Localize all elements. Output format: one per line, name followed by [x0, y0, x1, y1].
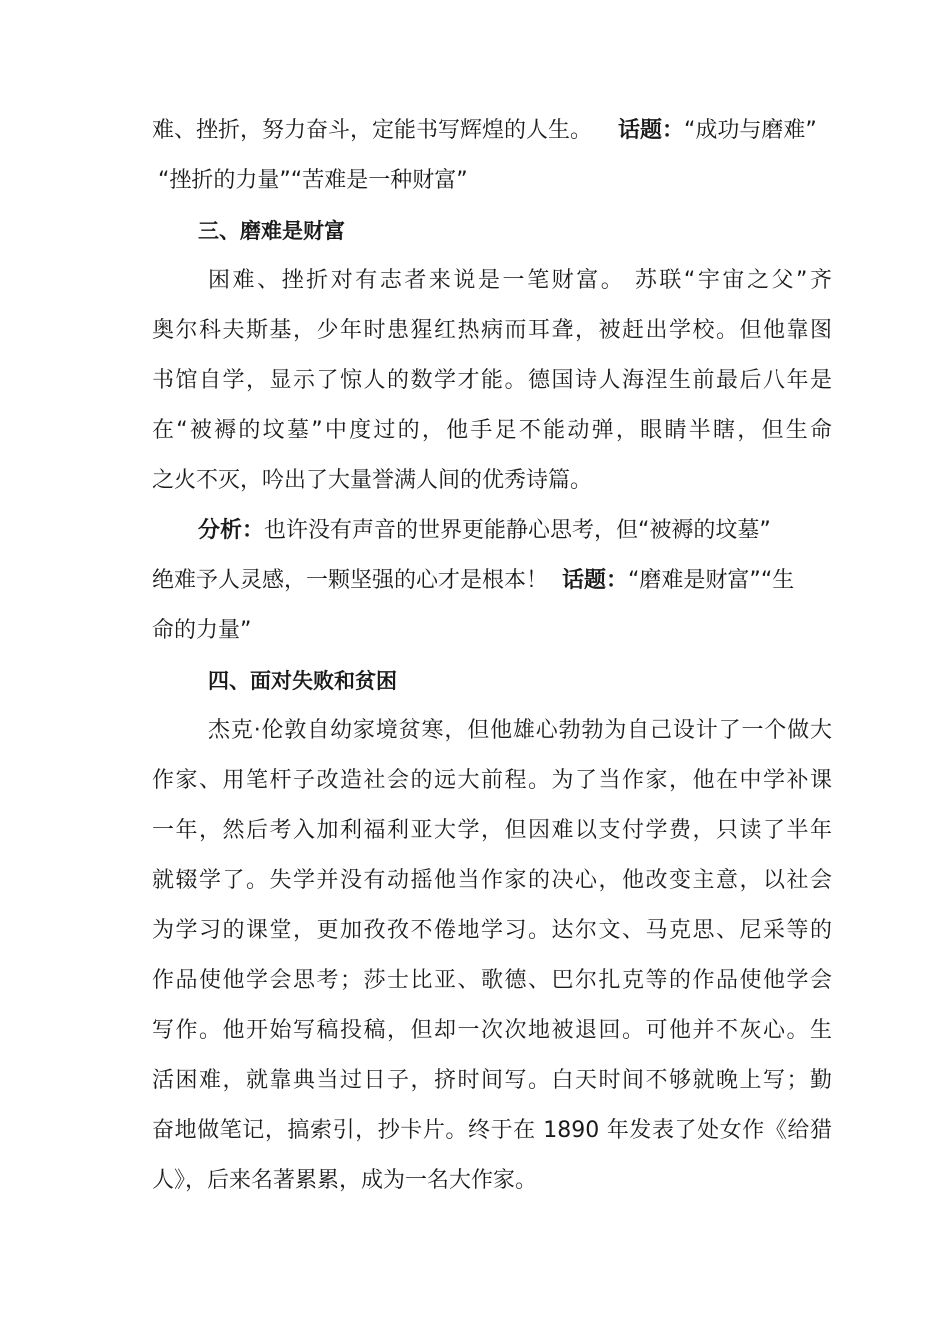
paragraph-line: 书馆自学，显示了惊人的数学才能。德国诗人海涅生前最后八年是 [152, 368, 832, 393]
paragraph-line: 就辍学了。失学并没有动摇他当作家的决心，他改变主意，以社会 [152, 868, 832, 893]
paragraph-line: 一年，然后考入加利福利亚大学，但因难以支付学费，只读了半年 [152, 818, 832, 843]
analysis-line [198, 516, 832, 546]
paragraph-line: 作品使他学会思考；莎士比亚、歌德、巴尔扎克等的作品使他学会 [152, 968, 832, 993]
topic-label: 话题： [562, 568, 629, 593]
paragraph-line: 活困难，就靠典当过日子，挤时间写。白天时间不够就晚上写；勤 [152, 1068, 832, 1093]
section-heading: 四、面对失败和贫困 [208, 669, 397, 693]
paragraph-line: 写作。他开始写稿投稿，但却一次次地被退回。可他并不灰心。生 [152, 1018, 832, 1043]
paragraph-line: 困难、挫折对有志者来说是一笔财富。 苏联“宇宙之父”齐 [208, 268, 832, 293]
topic-line: 命的力量” [152, 618, 252, 643]
text-line [158, 166, 838, 196]
paragraph-line: 作家、用笔杆子改造社会的远大前程。为了当作家，他在中学补课 [152, 768, 832, 793]
section-heading: 三、磨难是财富 [198, 219, 345, 243]
paragraph-line: 人》，后来名著累累，成为一名大作家。 [152, 1168, 538, 1193]
paragraph-line: 奥尔科夫斯基，少年时患猩红热病而耳聋，被赶出学校。但他靠图 [152, 318, 832, 343]
analysis-text: 绝难予人灵感，一颗坚强的心才是根本！ [152, 568, 549, 593]
paragraph-line: 在“被褥的坟墓”中度过的，他手足不能动弹，眼睛半瞎，但生命 [152, 418, 832, 443]
analysis-line [152, 566, 832, 596]
text-line [152, 116, 832, 146]
topic-text: “挫折的力量”“苦难是一种财富” [158, 168, 468, 193]
paragraph-line: 为学习的课堂，更加孜孜不倦地学习。达尔文、马克思、尼采等的 [152, 918, 832, 943]
topic-label: 话题： [618, 118, 685, 143]
paragraph-line: 杰克·伦敦自幼家境贫寒，但他雄心勃勃为自己设计了一个做大 [208, 718, 832, 743]
body-text: 难、挫折，努力奋斗，定能书写辉煌的人生。 [152, 118, 593, 143]
paragraph-line: 奋地做笔记，搞索引，抄卡片。终于在 1890 年发表了处女作《给猎 [152, 1118, 832, 1143]
topic-text: “成功与磨难” [684, 118, 817, 143]
analysis-label: 分析： [198, 518, 265, 543]
analysis-text: 也许没有声音的世界更能静心思考，但“被褥的坟墓” [264, 518, 771, 543]
paragraph-line: 之火不灭，吟出了大量誉满人间的优秀诗篇。 [152, 468, 593, 493]
topic-text: “磨难是财富”“生 [628, 568, 795, 593]
